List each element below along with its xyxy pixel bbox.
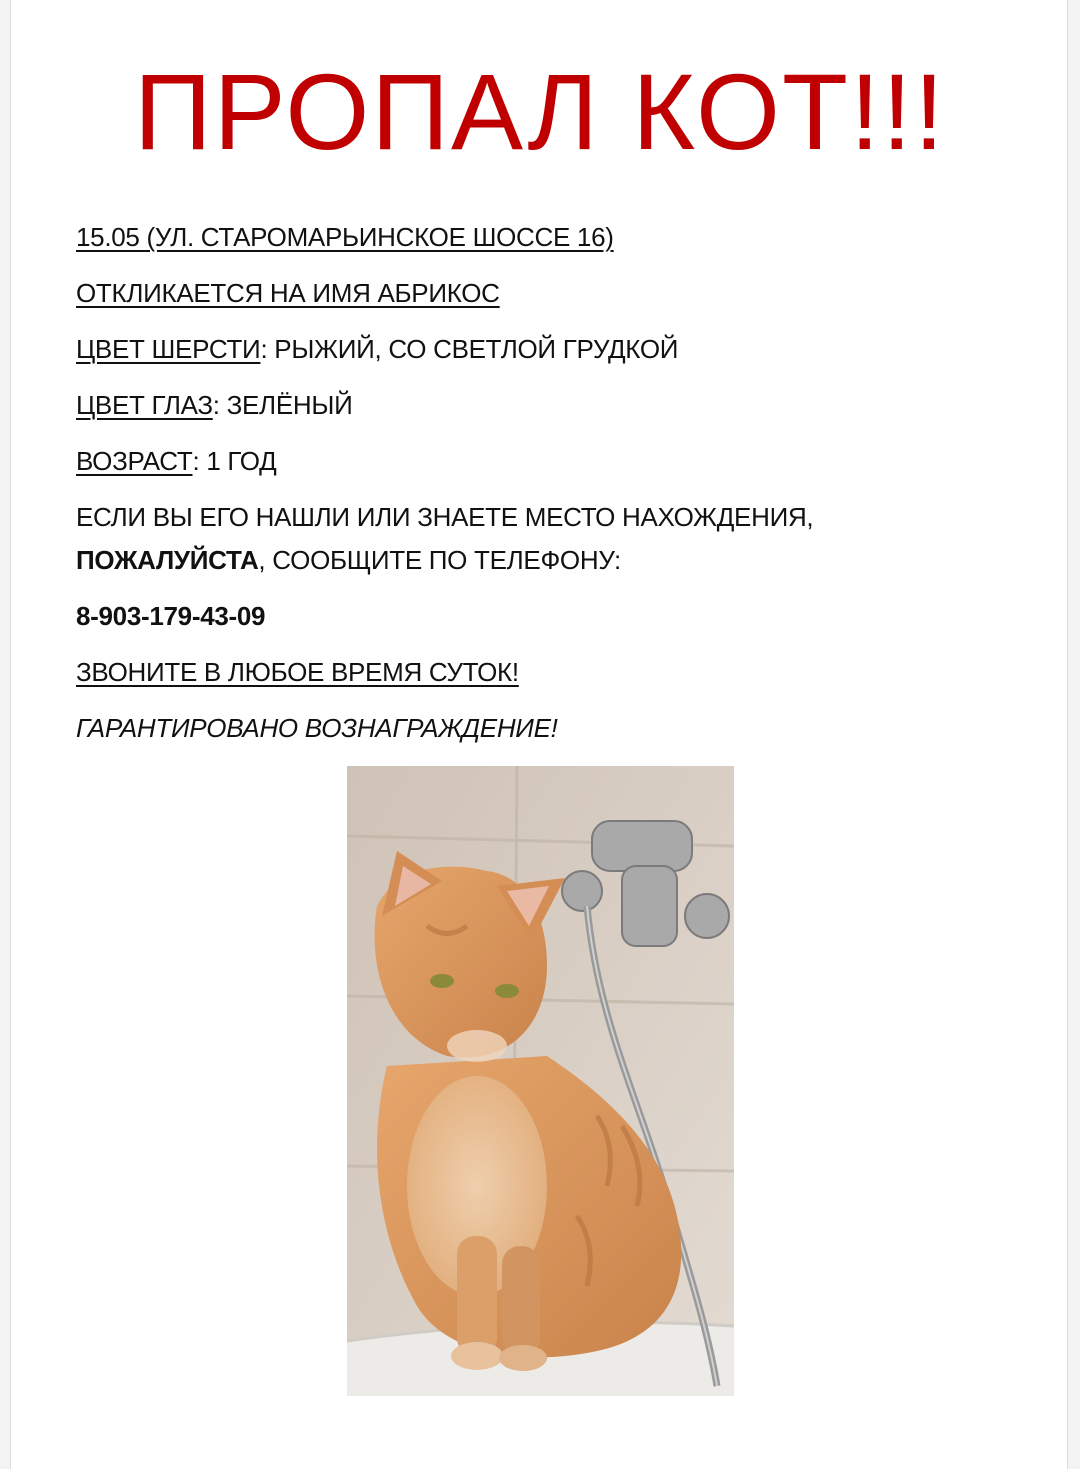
phone-number[interactable]: 8-903-179-43-09 xyxy=(76,601,266,631)
fur-color-value: : РЫЖИЙ, СО СВЕТЛОЙ ГРУДКОЙ xyxy=(260,334,679,364)
reward-line: ГАРАНТИРОВАНО ВОЗНАГРАЖДЕНИЕ! xyxy=(76,713,558,743)
fur-color-line xyxy=(76,334,678,365)
eye-color-label: ЦВЕТ ГЛАЗ xyxy=(76,390,213,420)
found-message-line-2 xyxy=(76,545,621,576)
age-line xyxy=(76,446,276,477)
age-value: : 1 ГОД xyxy=(192,446,277,476)
found-message-line-1: ЕСЛИ ВЫ ЕГО НАШЛИ ИЛИ ЗНАЕТЕ МЕСТО НАХОЖДЕНИЯ, xyxy=(76,502,814,532)
poster-title: ПРОПАЛ КОТ!!! xyxy=(134,51,946,172)
eye-color-value: : ЗЕЛЁНЫЙ xyxy=(212,390,353,420)
date-location-line: 15.05 (УЛ. СТАРОМАРЬИНСКОЕ ШОССЕ 16) xyxy=(76,222,614,252)
cat-photo-illustration xyxy=(347,766,734,1396)
found-message-rest: , СООБЩИТЕ ПО ТЕЛЕФОНУ: xyxy=(258,545,621,575)
name-line: ОТКЛИКАЕТСЯ НА ИМЯ АБРИКОС xyxy=(76,278,500,308)
cat-photo xyxy=(347,766,734,1396)
call-anytime-line: ЗВОНИТЕ В ЛЮБОЕ ВРЕМЯ СУТОК! xyxy=(76,657,519,687)
eye-color-line xyxy=(76,390,352,421)
age-label: ВОЗРАСТ xyxy=(76,446,193,476)
please-word: ПОЖАЛУЙСТА xyxy=(76,545,259,575)
fur-color-label: ЦВЕТ ШЕРСТИ xyxy=(76,334,261,364)
